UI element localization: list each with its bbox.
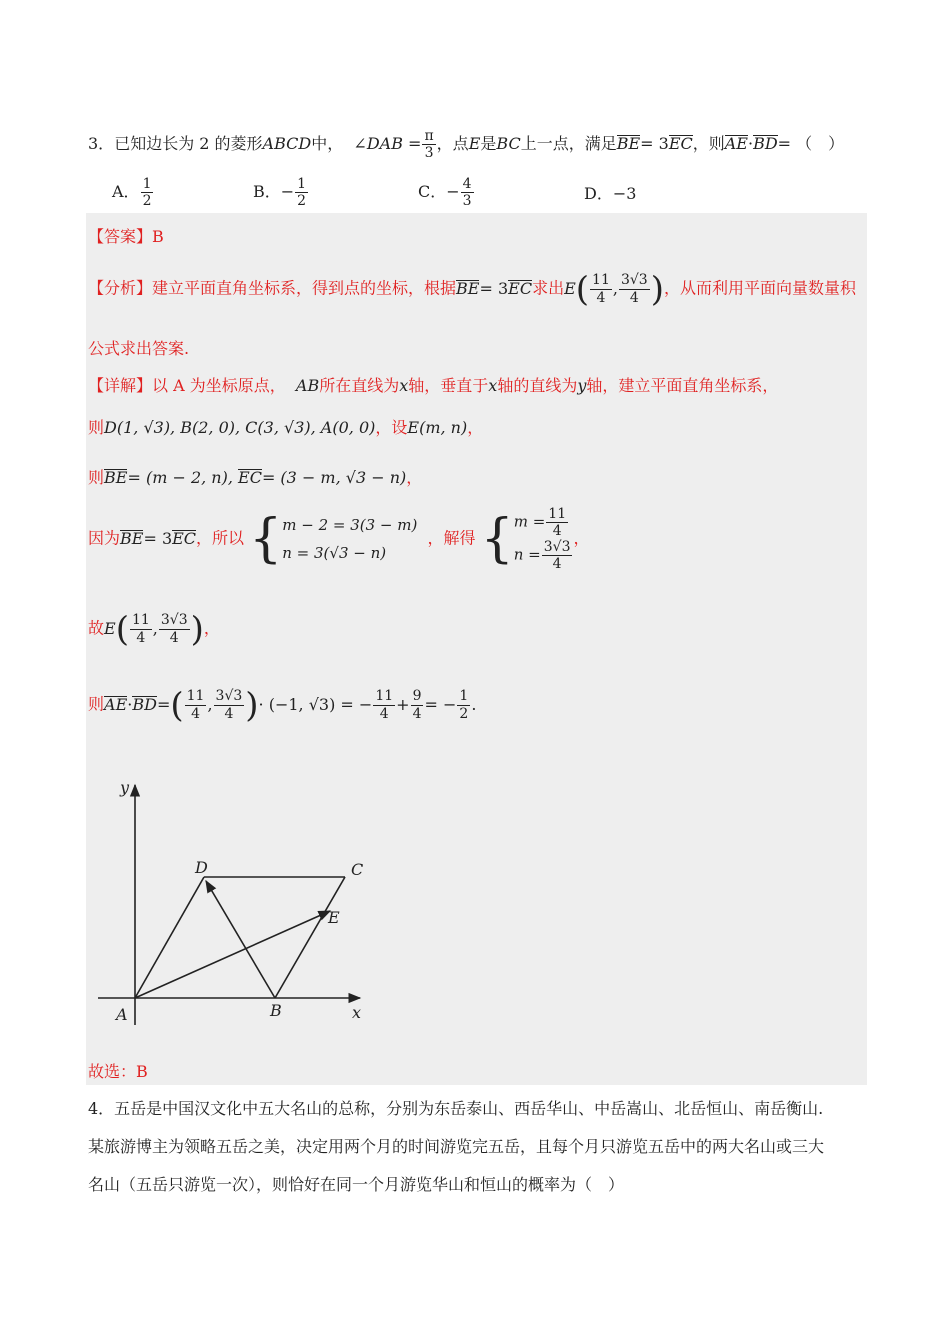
- analysis: 【分析】建立平面直角坐标系，得到点的坐标，根据BE= 3EC求出E( $\frac{11}{4}$ , $\frac{3√3}{4}$ )，从而利用平面向量数量积: [88, 269, 856, 309]
- hence-line: 故E( $\frac{11}{4}$ , $\frac{3√3}{4}$ )，: [88, 609, 220, 649]
- label-b: B: [270, 1001, 282, 1020]
- vector-line: 则BE= (m − 2, n), EC= (3 − m, √3 − n)，: [88, 468, 423, 487]
- option-a[interactable]: A． $\frac{1}{2}$: [112, 176, 152, 210]
- option-b[interactable]: B．− $\frac{1}{2}$: [253, 176, 307, 210]
- rhombus-figure: [90, 775, 380, 1035]
- side-cb: [275, 877, 345, 998]
- label-a: A: [116, 1005, 128, 1024]
- question-4-line3: 名山（五岳只游览一次），则恰好在同一个月游览华山和恒山的概率为（ ）: [88, 1175, 625, 1194]
- option-d[interactable]: D．−3: [584, 184, 637, 203]
- question-number: 3．: [88, 134, 115, 154]
- label-c: C: [351, 860, 364, 879]
- final-line: 则AE·BD=( $\frac{11}{4}$ , $\frac{3√3}{4}$ )· (−1, √3) = − $\frac{11}{4}$ + $\frac{9}{4}$ = − $\frac{1}{2}$ .: [88, 685, 477, 725]
- label-d: D: [195, 858, 208, 877]
- question-3: 3．已知边长为 2 的菱形ABCD中， ∠DAB = $\frac{\pi}{3}$ ，点E是BC上一点，满足BE= 3EC，则AE·BD= （ ）: [88, 128, 845, 162]
- system-line: 因为BE= 3EC，所以 { m − 2 = 3(3 − m) n = 3(√3 − n) ，解得 { m = $\frac{11}{4}$ n = $\frac{3√3}{4}$ ，: [88, 506, 590, 573]
- question-4-line2: 某旅游博主为领略五岳之美，决定用两个月的时间游览完五岳，且每个月只游览五岳中的两大名山或三大: [88, 1137, 825, 1156]
- label-e: E: [328, 908, 340, 927]
- question-4-line1: 4．五岳是中国汉文化中五大名山的总称，分别为东岳泰山、西岳华山、中岳嵩山、北岳恒山、南岳衡山.: [88, 1099, 824, 1118]
- conclusion: 故选：B: [88, 1062, 148, 1081]
- option-c[interactable]: C．− $\frac{4}{3}$: [418, 176, 472, 210]
- answer: 【答案】B: [88, 227, 164, 246]
- detail: 【详解】以 A 为坐标原点， AB所在直线为x轴，垂直于x轴的直线为y轴，建立平面直角坐标系，: [88, 376, 779, 395]
- points-line: 则D(1, √3), B(2, 0), C(3, √3), A(0, 0)，设E(m, n)，: [88, 418, 484, 437]
- label-x: x: [352, 1003, 362, 1022]
- label-y: y: [120, 778, 130, 797]
- analysis-line2: 公式求出答案.: [88, 339, 190, 358]
- side-ad: [135, 877, 204, 998]
